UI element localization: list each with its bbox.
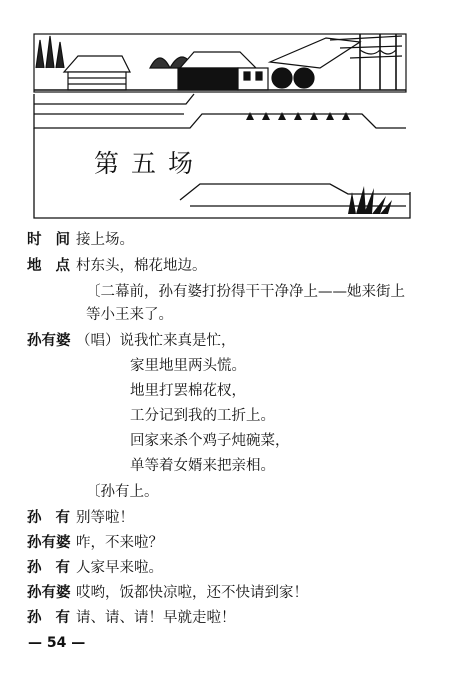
speaker-label: 孙有婆 bbox=[27, 333, 71, 349]
line-text: 咋，不来啦？ bbox=[76, 535, 163, 551]
line-text: 接上场。 bbox=[76, 232, 134, 248]
line-text: 人家早来啦。 bbox=[76, 560, 163, 576]
speaker-label: 孙有婆 bbox=[27, 535, 71, 551]
speaker-label: 孙有 bbox=[27, 560, 84, 576]
line-text: （唱）说我忙来真是忙， bbox=[76, 333, 236, 349]
page-number: — 54 — bbox=[28, 635, 86, 651]
stage-direction-text: 〔孙有上。 bbox=[86, 484, 159, 500]
line-text: 村东头，棉花地边。 bbox=[76, 258, 207, 274]
stage-direction-text: 等小王来了。 bbox=[86, 307, 173, 323]
scene-title: 第五场 bbox=[94, 149, 206, 178]
speaker-label: 时间 bbox=[27, 232, 84, 248]
line-text: 请、请、请！早就走啦！ bbox=[76, 610, 236, 626]
line-text: 别等啦！ bbox=[76, 510, 134, 526]
speaker-label: 地点 bbox=[27, 258, 84, 274]
stage-direction-text: 〔二幕前，孙有婆打扮得干干净净上——她来街上 bbox=[86, 284, 405, 300]
speaker-label: 孙有 bbox=[27, 610, 84, 626]
verse-text: 地里打罢棉花杈， bbox=[130, 383, 246, 399]
field-terraces bbox=[34, 94, 410, 218]
crop-row bbox=[246, 112, 350, 120]
scene-header-illustration bbox=[30, 28, 422, 220]
line-text: 哎哟，饭都快凉啦，还不快请到家！ bbox=[76, 585, 308, 601]
verse-text: 回家来杀个鸡子炖碗菜， bbox=[130, 433, 290, 449]
speaker-label: 孙有婆 bbox=[27, 585, 71, 601]
scenery-band bbox=[34, 34, 406, 92]
verse-text: 单等着女婿来把亲相。 bbox=[130, 458, 275, 474]
verse-text: 家里地里两头慌。 bbox=[130, 358, 246, 374]
grass-tuft bbox=[348, 186, 392, 214]
speaker-label: 孙有 bbox=[27, 510, 84, 526]
verse-text: 工分记到我的工折上。 bbox=[130, 408, 275, 424]
